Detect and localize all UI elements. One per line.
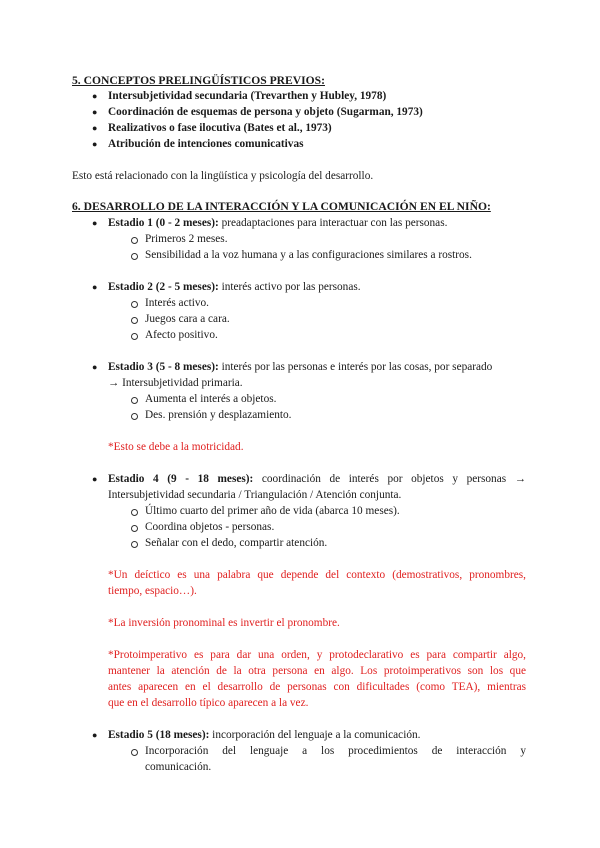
bullet-icon: ● <box>92 282 98 292</box>
concept-item: Realizativos o fase ilocutiva (Bates et al., 1973) <box>108 122 332 134</box>
concept-item: Intersubjetividad secundaria (Trevarthen y Hubley, 1978) <box>108 90 387 102</box>
stage-2-sub: Juegos cara a cara. <box>145 313 230 325</box>
pronominal-note: *La inversión pronominal es invertir el pronombre. <box>108 617 340 629</box>
stage-3-note: *Esto se debe a la motricidad. <box>108 441 244 453</box>
stage-5-sub-continuation: comunicación. <box>145 761 212 773</box>
stage-1-label: Estadio 1 (0 - 2 meses): <box>108 217 219 229</box>
deictic-note-line: *Un deíctico es una palabra que depende del contexto (demostrativos, pronombres, <box>108 569 526 581</box>
stage-5 <box>108 728 420 742</box>
bullet-icon: ● <box>92 730 98 740</box>
section-5-note: Esto está relacionado con la lingüística y psicología del desarrollo. <box>72 170 374 182</box>
stage-3 <box>108 360 492 374</box>
stage-3-sub: Aumenta el interés a objetos. <box>145 393 277 405</box>
stage-5-sub: Incorporación del lenguaje a los procedimientos de interacción y <box>145 745 526 757</box>
bullet-icon: ● <box>92 107 98 117</box>
stage-4-sub: Coordina objetos - personas. <box>145 521 275 533</box>
bullet-icon: ● <box>92 91 98 101</box>
stage-2-sub: Afecto positivo. <box>145 329 218 341</box>
section-6-heading: 6. DESARROLLO DE LA INTERACCIÓN Y LA COMUNICACIÓN EN EL NIÑO: <box>72 200 491 213</box>
circle-bullet-icon <box>131 397 138 404</box>
stage-1-text: preadaptaciones para interactuar con las personas. <box>218 217 448 229</box>
proto-note-line: que en el desarrollo típico aparecen a la vez. <box>108 697 309 709</box>
stage-4 <box>108 472 526 486</box>
stage-4-sub: Señalar con el dedo, compartir atención. <box>145 537 328 549</box>
stage-4-text: coordinación de interés por objetos y personas → <box>253 473 527 485</box>
stage-4-label: Estadio 4 (9 - 18 meses): <box>108 473 254 485</box>
proto-note-line: *Protoimperativo es para dar una orden, y protodeclarativo es para compartir algo, <box>108 649 526 661</box>
bullet-icon: ● <box>92 474 98 484</box>
stage-4-sub: Último cuarto del primer año de vida (abarca 10 meses). <box>145 505 400 517</box>
stage-1-sub: Sensibilidad a la voz humana y a las configuraciones similares a rostros. <box>145 249 472 261</box>
concept-item: Atribución de intenciones comunicativas <box>108 138 304 150</box>
circle-bullet-icon <box>131 525 138 532</box>
stage-1-sub: Primeros 2 meses. <box>145 233 228 245</box>
circle-bullet-icon <box>131 749 138 756</box>
stage-1 <box>108 216 447 230</box>
circle-bullet-icon <box>131 541 138 548</box>
stage-2-text: interés activo por las personas. <box>218 281 361 293</box>
circle-bullet-icon <box>131 333 138 340</box>
stage-2-sub: Interés activo. <box>145 297 209 309</box>
circle-bullet-icon <box>131 317 138 324</box>
circle-bullet-icon <box>131 253 138 260</box>
deictic-note-line: tiempo, espacio…). <box>108 585 197 597</box>
circle-bullet-icon <box>131 301 138 308</box>
circle-bullet-icon <box>131 509 138 516</box>
bullet-icon: ● <box>92 218 98 228</box>
circle-bullet-icon <box>131 413 138 420</box>
stage-3-continuation: → Intersubjetividad primaria. <box>108 377 243 389</box>
bullet-icon: ● <box>92 123 98 133</box>
stage-2-label: Estadio 2 (2 - 5 meses): <box>108 281 219 293</box>
bullet-icon: ● <box>92 139 98 149</box>
concept-item: Coordinación de esquemas de persona y objeto (Sugarman, 1973) <box>108 106 423 118</box>
circle-bullet-icon <box>131 237 138 244</box>
stage-3-text: interés por las personas e interés por las cosas, por separado <box>218 361 493 373</box>
stage-2 <box>108 280 361 294</box>
stage-5-text: incorporación del lenguaje a la comunicación. <box>209 729 421 741</box>
stage-5-label: Estadio 5 (18 meses): <box>108 729 210 741</box>
section-5-heading: 5. CONCEPTOS PRELINGÜÍSTICOS PREVIOS: <box>72 74 325 87</box>
proto-note-line: mantener la atención de la otra persona en algo. Los protoimperativos son los que <box>108 665 526 677</box>
stage-4-continuation: Intersubjetividad secundaria / Triangulación / Atención conjunta. <box>108 489 402 501</box>
stage-3-label: Estadio 3 (5 - 8 meses): <box>108 361 219 373</box>
proto-note-line: antes aparecen en el desarrollo de personas con dificultades (como TEA), mientras <box>108 681 526 693</box>
bullet-icon: ● <box>92 362 98 372</box>
stage-3-sub: Des. prensión y desplazamiento. <box>145 409 292 421</box>
